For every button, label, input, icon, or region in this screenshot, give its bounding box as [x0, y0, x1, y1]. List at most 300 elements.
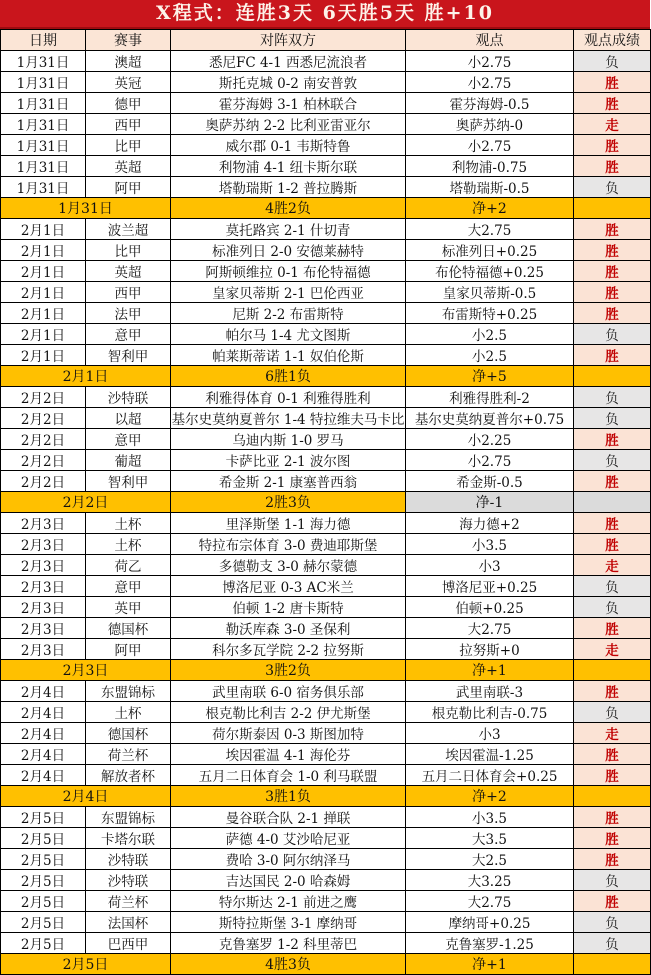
summary-empty-cell: [574, 786, 651, 807]
view-text: 小3.5: [472, 811, 507, 827]
match-row: [1, 177, 651, 198]
summary-net-cell: 净+2: [406, 786, 574, 807]
league-cell: 土杯: [86, 513, 171, 534]
view-cell: [406, 618, 574, 639]
match-row: [1, 639, 651, 660]
league-cell: 巴西甲: [86, 933, 171, 954]
view-cell: [406, 933, 574, 954]
date-cell: 2月4日: [1, 723, 86, 744]
view-cell: [406, 93, 574, 114]
match-row: [1, 849, 651, 870]
match-row: [1, 72, 651, 93]
match-row: [1, 240, 651, 261]
result-cell: 负: [574, 387, 651, 408]
matchup-text: 奥萨苏纳 2-2 比利亚雷亚尔: [205, 118, 371, 134]
matchup-cell: [171, 702, 406, 723]
match-row: [1, 219, 651, 240]
matchup-cell: [171, 933, 406, 954]
view-cell: [406, 156, 574, 177]
league-cell: 意甲: [86, 576, 171, 597]
date-cell: 2月5日: [1, 828, 86, 849]
view-cell: [406, 849, 574, 870]
summary-row: [1, 786, 651, 807]
matchup-cell: [171, 324, 406, 345]
view-text: 大3.25: [467, 874, 512, 890]
matchup-text: 尼斯 2-2 布雷斯特: [232, 307, 344, 323]
matchup-text: 博洛尼亚 0-3 AC米兰: [222, 580, 354, 596]
view-text: 小3: [478, 559, 501, 575]
view-cell: [406, 282, 574, 303]
matchup-text: 斯托克城 0-2 南安普敦: [218, 76, 358, 92]
matchup-text: 标准列日 2-0 安德莱赫特: [212, 244, 364, 260]
result-cell: 胜: [574, 807, 651, 828]
summary-date-cell: 1月31日: [1, 198, 171, 219]
match-row: [1, 345, 651, 366]
matchup-text: 乌迪内斯 1-0 罗马: [232, 433, 344, 449]
date-cell: 2月3日: [1, 597, 86, 618]
matchup-text: 曼谷联合队 2-1 掸联: [225, 811, 351, 827]
date-cell: 1月31日: [1, 51, 86, 72]
match-row: [1, 723, 651, 744]
matchup-text: 特拉布宗体育 3-0 费迪耶斯堡: [198, 538, 378, 554]
summary-empty-cell: [574, 198, 651, 219]
league-cell: 比甲: [86, 240, 171, 261]
view-cell: [406, 429, 574, 450]
league-cell: 荷兰杯: [86, 744, 171, 765]
date-cell: 2月4日: [1, 765, 86, 786]
matchup-cell: [171, 282, 406, 303]
view-text: 利物浦-0.75: [451, 160, 528, 176]
matchup-cell: [171, 345, 406, 366]
league-cell: 东盟锦标: [86, 807, 171, 828]
date-cell: 2月1日: [1, 219, 86, 240]
summary-record-cell: 3胜1负: [171, 786, 406, 807]
view-text: 小3.5: [472, 538, 507, 554]
matchup-cell: [171, 723, 406, 744]
summary-empty-cell: [574, 954, 651, 975]
result-cell: 胜: [574, 828, 651, 849]
view-cell: [406, 555, 574, 576]
view-cell: [406, 345, 574, 366]
date-cell: 2月2日: [1, 450, 86, 471]
view-cell: [406, 870, 574, 891]
date-cell: 2月2日: [1, 429, 86, 450]
league-cell: 英甲: [86, 597, 171, 618]
result-cell: 胜: [574, 93, 651, 114]
view-text: 大2.75: [467, 622, 512, 638]
view-cell: [406, 576, 574, 597]
view-text: 小2.25: [467, 433, 512, 449]
view-text: 利雅得胜利-2: [449, 391, 530, 407]
view-text: 塔勒瑞斯-0.5: [449, 181, 530, 197]
result-cell: 胜: [574, 219, 651, 240]
matchup-text: 基尔史莫纳夏普尔 1-4 特拉维夫马卡比: [171, 412, 405, 428]
matchup-cell: [171, 387, 406, 408]
league-cell: 以超: [86, 408, 171, 429]
matchup-text: 吉达国民 2-0 哈森姆: [225, 874, 351, 890]
matchup-text: 希金斯 2-1 康塞普西翁: [218, 475, 358, 491]
summary-date-cell: 2月1日: [1, 366, 171, 387]
match-row: [1, 471, 651, 492]
view-cell: [406, 765, 574, 786]
matchup-cell: [171, 135, 406, 156]
summary-net-cell: 净+1: [406, 660, 574, 681]
league-cell: 法国杯: [86, 912, 171, 933]
matchup-text: 科尔多瓦学院 2-2 拉努斯: [212, 643, 364, 659]
view-cell: [406, 891, 574, 912]
summary-date-cell: 2月4日: [1, 786, 171, 807]
date-cell: 2月3日: [1, 534, 86, 555]
match-row: [1, 618, 651, 639]
view-text: 标准列日+0.25: [441, 244, 538, 260]
view-text: 小2.5: [472, 349, 507, 365]
view-text: 五月二日体育会+0.25: [421, 769, 558, 785]
view-text: 摩纳哥+0.25: [448, 916, 531, 932]
match-row: [1, 93, 651, 114]
summary-date-cell: 2月2日: [1, 492, 171, 513]
league-cell: 西甲: [86, 114, 171, 135]
matchup-text: 克鲁塞罗 1-2 科里蒂巴: [218, 937, 358, 953]
match-row: [1, 324, 651, 345]
date-cell: 2月4日: [1, 681, 86, 702]
matchup-text: 利物浦 4-1 纽卡斯尔联: [218, 160, 358, 176]
league-cell: 西甲: [86, 282, 171, 303]
match-row: [1, 387, 651, 408]
date-cell: 2月1日: [1, 282, 86, 303]
matchup-text: 斯特拉斯堡 3-1 摩纳哥: [218, 916, 358, 932]
view-cell: [406, 513, 574, 534]
result-cell: 走: [574, 555, 651, 576]
result-cell: 胜: [574, 471, 651, 492]
date-cell: 2月1日: [1, 261, 86, 282]
view-text: 海力德+2: [459, 517, 520, 533]
summary-record-cell: 4胜2负: [171, 198, 406, 219]
result-cell: 负: [574, 702, 651, 723]
result-cell: 负: [574, 912, 651, 933]
match-row: [1, 576, 651, 597]
match-row: [1, 891, 651, 912]
view-cell: [406, 387, 574, 408]
matchup-text: 霍芬海姆 3-1 柏林联合: [218, 97, 358, 113]
date-cell: 1月31日: [1, 72, 86, 93]
match-row: [1, 408, 651, 429]
date-cell: 2月3日: [1, 618, 86, 639]
league-cell: 德甲: [86, 93, 171, 114]
result-cell: 负: [574, 408, 651, 429]
view-text: 大2.75: [467, 223, 512, 239]
view-text: 大3.5: [472, 832, 507, 848]
page-title: X程式：连胜3天 6天胜5天 胜+10: [0, 0, 650, 29]
result-cell: 走: [574, 114, 651, 135]
matchup-text: 帕莱斯蒂诺 1-1 奴伯伦斯: [212, 349, 364, 365]
league-cell: 英冠: [86, 72, 171, 93]
matchup-cell: [171, 429, 406, 450]
view-cell: [406, 702, 574, 723]
predictions-table: [0, 29, 651, 975]
matchup-text: 根克勒比利吉 2-2 伊尤斯堡: [205, 706, 371, 722]
result-cell: 负: [574, 177, 651, 198]
summary-row: [1, 198, 651, 219]
result-cell: 胜: [574, 744, 651, 765]
matchup-cell: [171, 471, 406, 492]
column-header-result: 观点成绩: [574, 30, 651, 51]
view-cell: [406, 135, 574, 156]
league-cell: 德国杯: [86, 723, 171, 744]
matchup-cell: [171, 618, 406, 639]
matchup-cell: [171, 303, 406, 324]
summary-record-cell: 3胜2负: [171, 660, 406, 681]
summary-record-cell: 2胜3负: [171, 492, 406, 513]
matchup-text: 威尔郡 0-1 韦斯特鲁: [225, 139, 351, 155]
view-text: 埃因霍温-1.25: [445, 748, 534, 764]
view-cell: [406, 240, 574, 261]
league-cell: 法甲: [86, 303, 171, 324]
league-cell: 比甲: [86, 135, 171, 156]
match-row: [1, 597, 651, 618]
view-text: 武里南联-3: [455, 685, 524, 701]
result-cell: 胜: [574, 240, 651, 261]
date-cell: 2月3日: [1, 639, 86, 660]
date-cell: 1月31日: [1, 177, 86, 198]
league-cell: 英超: [86, 261, 171, 282]
view-text: 拉努斯+0: [459, 643, 520, 659]
date-cell: 1月31日: [1, 114, 86, 135]
date-cell: 2月5日: [1, 891, 86, 912]
view-text: 小2.75: [467, 76, 512, 92]
match-row: [1, 912, 651, 933]
match-row: [1, 765, 651, 786]
result-cell: 负: [574, 450, 651, 471]
matchup-cell: [171, 219, 406, 240]
league-cell: 智利甲: [86, 345, 171, 366]
summary-record-cell: 6胜1负: [171, 366, 406, 387]
date-cell: 2月2日: [1, 387, 86, 408]
match-row: [1, 807, 651, 828]
matchup-cell: [171, 114, 406, 135]
summary-net-cell: 净+2: [406, 198, 574, 219]
match-row: [1, 135, 651, 156]
summary-row: [1, 492, 651, 513]
view-cell: [406, 471, 574, 492]
match-row: [1, 261, 651, 282]
matchup-text: 卡萨比亚 2-1 波尔图: [225, 454, 351, 470]
result-cell: 胜: [574, 765, 651, 786]
matchup-cell: [171, 93, 406, 114]
league-cell: 澳超: [86, 51, 171, 72]
date-cell: 1月31日: [1, 135, 86, 156]
result-cell: 胜: [574, 72, 651, 93]
summary-row: [1, 366, 651, 387]
column-header-league: 赛事: [86, 30, 171, 51]
matchup-text: 皇家贝蒂斯 2-1 巴伦西亚: [212, 286, 364, 302]
date-cell: 2月1日: [1, 345, 86, 366]
result-cell: 胜: [574, 513, 651, 534]
matchup-cell: [171, 807, 406, 828]
matchup-cell: [171, 849, 406, 870]
league-cell: 德国杯: [86, 618, 171, 639]
match-row: [1, 702, 651, 723]
view-cell: [406, 72, 574, 93]
matchup-text: 莫托路宾 2-1 什切青: [225, 223, 351, 239]
result-cell: 负: [574, 576, 651, 597]
matchup-cell: [171, 597, 406, 618]
date-cell: 1月31日: [1, 93, 86, 114]
matchup-text: 塔勒瑞斯 1-2 普拉腾斯: [218, 181, 358, 197]
date-cell: 2月5日: [1, 807, 86, 828]
match-row: [1, 303, 651, 324]
date-cell: 2月1日: [1, 324, 86, 345]
view-cell: [406, 828, 574, 849]
view-cell: [406, 597, 574, 618]
date-cell: 2月5日: [1, 849, 86, 870]
matchup-cell: [171, 408, 406, 429]
matchup-cell: [171, 639, 406, 660]
match-row: [1, 870, 651, 891]
summary-row: [1, 660, 651, 681]
date-cell: 2月5日: [1, 870, 86, 891]
match-row: [1, 828, 651, 849]
league-cell: 土杯: [86, 534, 171, 555]
view-cell: [406, 51, 574, 72]
matchup-cell: [171, 576, 406, 597]
league-cell: 荷乙: [86, 555, 171, 576]
matchup-cell: [171, 555, 406, 576]
view-text: 基尔史莫纳夏普尔+0.75: [414, 412, 565, 428]
view-text: 希金斯-0.5: [456, 475, 523, 491]
view-text: 大2.75: [467, 895, 512, 911]
date-cell: 2月3日: [1, 513, 86, 534]
view-cell: [406, 261, 574, 282]
view-text: 博洛尼亚+0.25: [441, 580, 538, 596]
summary-empty-cell: [574, 660, 651, 681]
league-cell: 意甲: [86, 429, 171, 450]
view-cell: [406, 744, 574, 765]
view-text: 根克勒比利吉-0.75: [431, 706, 548, 722]
table-body: [1, 51, 651, 975]
summary-date-cell: 2月3日: [1, 660, 171, 681]
matchup-cell: [171, 828, 406, 849]
view-cell: [406, 723, 574, 744]
date-cell: 1月31日: [1, 156, 86, 177]
summary-empty-cell: [574, 492, 651, 513]
date-cell: 2月1日: [1, 240, 86, 261]
matchup-text: 五月二日体育会 1-0 利马联盟: [198, 769, 378, 785]
result-cell: 胜: [574, 534, 651, 555]
matchup-cell: [171, 177, 406, 198]
result-cell: 负: [574, 324, 651, 345]
matchup-cell: [171, 744, 406, 765]
view-text: 霍芬海姆-0.5: [449, 97, 530, 113]
match-row: [1, 513, 651, 534]
date-cell: 2月2日: [1, 471, 86, 492]
view-cell: [406, 681, 574, 702]
result-cell: 胜: [574, 156, 651, 177]
view-text: 布伦特福德+0.25: [435, 265, 544, 281]
league-cell: 阿甲: [86, 177, 171, 198]
result-cell: 负: [574, 597, 651, 618]
matchup-text: 阿斯顿维拉 0-1 布伦特福德: [205, 265, 371, 281]
summary-net-cell: 净-1: [406, 492, 574, 513]
result-cell: 胜: [574, 282, 651, 303]
league-cell: 沙特联: [86, 387, 171, 408]
view-text: 小2.75: [467, 454, 512, 470]
league-cell: 沙特联: [86, 870, 171, 891]
matchup-text: 武里南联 6-0 宿务俱乐部: [212, 685, 364, 701]
matchup-cell: [171, 891, 406, 912]
matchup-text: 费哈 3-0 阿尔纳泽马: [225, 853, 351, 869]
view-cell: [406, 177, 574, 198]
view-text: 奥萨苏纳-0: [455, 118, 524, 134]
match-row: [1, 933, 651, 954]
league-cell: 阿甲: [86, 639, 171, 660]
league-cell: 卡塔尔联: [86, 828, 171, 849]
matchup-text: 利雅得体育 0-1 利雅得胜利: [205, 391, 371, 407]
summary-date-cell: 2月5日: [1, 954, 171, 975]
result-cell: 胜: [574, 681, 651, 702]
view-text: 小2.75: [467, 139, 512, 155]
match-row: [1, 156, 651, 177]
matchup-cell: [171, 261, 406, 282]
column-header-view: 观点: [406, 30, 574, 51]
date-cell: 2月5日: [1, 933, 86, 954]
league-cell: 意甲: [86, 324, 171, 345]
matchup-text: 悉尼FC 4-1 西悉尼流浪者: [208, 55, 368, 71]
match-row: [1, 51, 651, 72]
column-header-date: 日期: [1, 30, 86, 51]
date-cell: 2月4日: [1, 702, 86, 723]
result-cell: 负: [574, 51, 651, 72]
match-row: [1, 681, 651, 702]
matchup-text: 特尔斯达 2-1 前进之鹰: [218, 895, 358, 911]
matchup-cell: [171, 240, 406, 261]
matchup-cell: [171, 156, 406, 177]
result-cell: 胜: [574, 618, 651, 639]
summary-empty-cell: [574, 366, 651, 387]
view-cell: [406, 450, 574, 471]
view-text: 小2.5: [472, 328, 507, 344]
league-cell: 波兰超: [86, 219, 171, 240]
matchup-cell: [171, 72, 406, 93]
summary-row: [1, 954, 651, 975]
matchup-text: 萨德 4-0 艾沙哈尼亚: [225, 832, 351, 848]
matchup-cell: [171, 681, 406, 702]
league-cell: 土杯: [86, 702, 171, 723]
result-cell: 胜: [574, 261, 651, 282]
view-cell: [406, 114, 574, 135]
result-cell: 胜: [574, 891, 651, 912]
view-cell: [406, 534, 574, 555]
view-text: 皇家贝蒂斯-0.5: [442, 286, 537, 302]
view-text: 伯顿+0.25: [455, 601, 524, 617]
match-row: [1, 282, 651, 303]
result-cell: 走: [574, 723, 651, 744]
matchup-text: 荷尔斯泰因 0-3 斯图加特: [212, 727, 364, 743]
league-cell: 沙特联: [86, 849, 171, 870]
view-cell: [406, 807, 574, 828]
view-text: 克鲁塞罗-1.25: [445, 937, 534, 953]
view-cell: [406, 639, 574, 660]
result-cell: 胜: [574, 135, 651, 156]
league-cell: 东盟锦标: [86, 681, 171, 702]
result-cell: 胜: [574, 345, 651, 366]
result-cell: 负: [574, 870, 651, 891]
summary-net-cell: 净+1: [406, 954, 574, 975]
matchup-cell: [171, 51, 406, 72]
header-row: [1, 30, 651, 51]
view-cell: [406, 219, 574, 240]
result-cell: 胜: [574, 429, 651, 450]
view-cell: [406, 912, 574, 933]
